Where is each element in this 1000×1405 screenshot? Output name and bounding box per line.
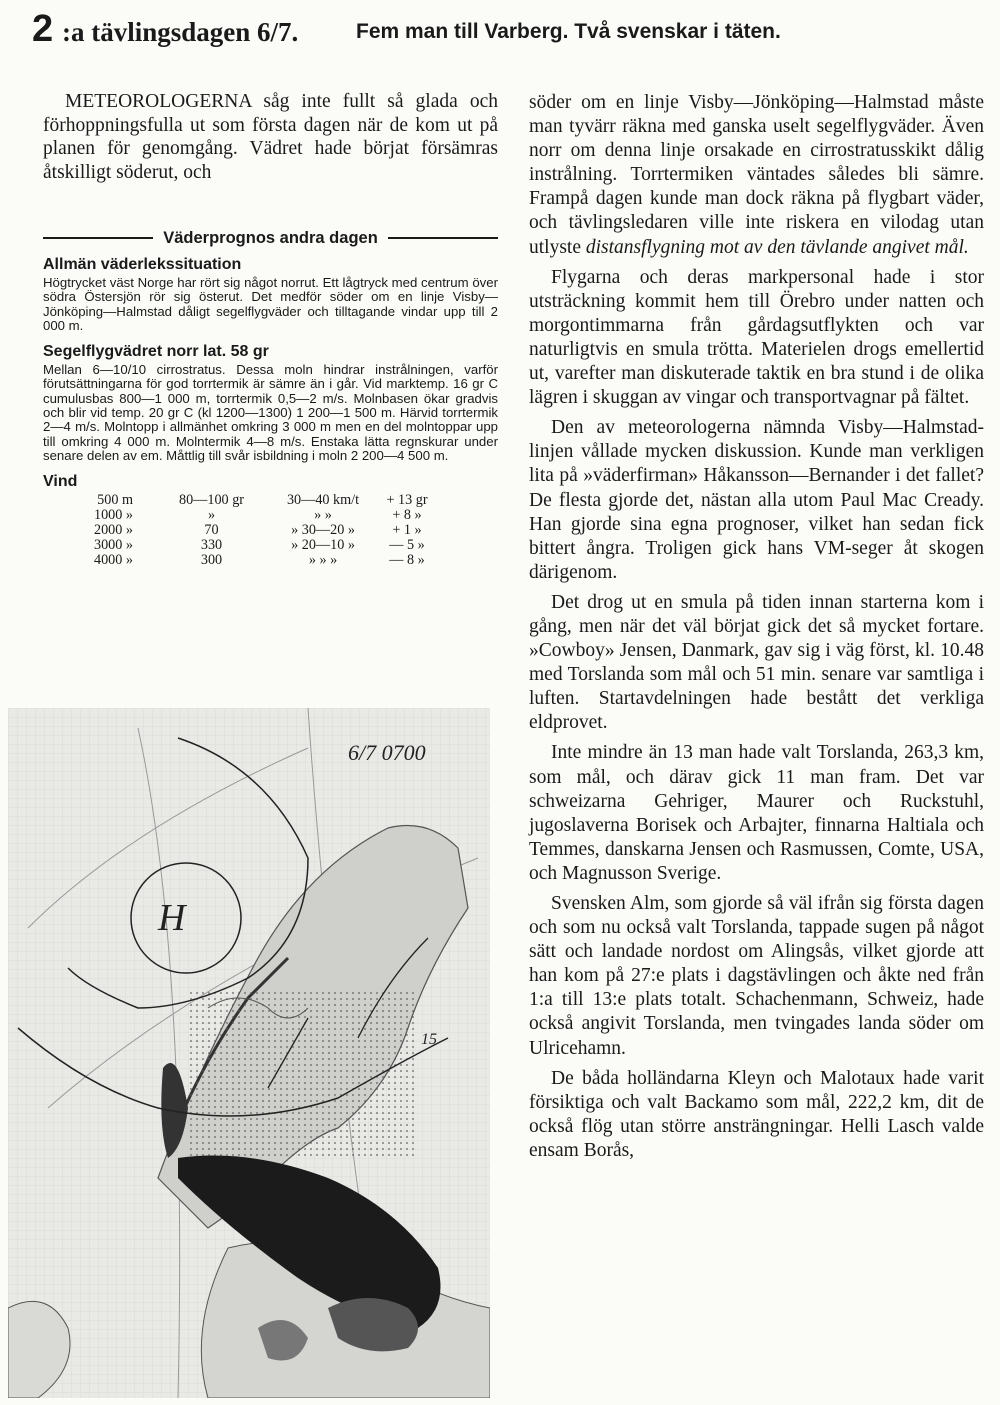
wind-row bbox=[43, 493, 442, 508]
wind-cell: + 8 » bbox=[392, 507, 422, 524]
heading-rule-left bbox=[43, 237, 153, 239]
wind-cell: 70 bbox=[204, 522, 219, 539]
isobar-label: 15 bbox=[421, 1031, 437, 1048]
intro-text: METEOROLOGERNA såg inte fullt så glada och förhoppningsfulla ut som första dagen när de kom ut på planen för genomgång. Vädret hade börjat försämras åtskilligt söderut, och bbox=[43, 91, 498, 183]
weather-map-image bbox=[8, 708, 490, 1398]
paragraph-4: Det drog ut en smula på tiden innan starterna kom i gång, men när det väl börjat gick det så mycket fortare. »Cowboy» Jensen, Danmark, gav sig i väg först, kl. 10.48 med Torslanda som mål och 51 min. senare var samtliga i luften. Startavdelningen hade bestått det verkliga eldprovet. bbox=[529, 591, 984, 734]
wind-table bbox=[43, 493, 442, 568]
wind-cell: + 1 » bbox=[392, 522, 422, 539]
paragraph-2: Flygarna och deras markpersonal hade i stor utsträckning kommit hem till Örebro under natten och morgontimmarna från gårdagsutflykten och var naturligtvis en smula trötta. Materielen drogs emellertid ut, varefter man diskuterade taktik en bra stund i de olika lägren i skuggan av vingar och transportvagnar på fältet. bbox=[529, 266, 984, 409]
wind-cell: 3000 » bbox=[93, 537, 133, 554]
wind-cell: » 30—20 » bbox=[291, 522, 355, 539]
wind-cell: » » bbox=[314, 507, 332, 524]
intro-paragraph bbox=[43, 90, 498, 184]
wind-cell: — 5 » bbox=[389, 537, 425, 554]
wind-cell: » » » bbox=[308, 552, 338, 569]
wind-row bbox=[43, 538, 442, 553]
wind-cell: 500 m bbox=[97, 492, 133, 509]
paragraph-1-text: söder om en linje Visby—Jönköping—Halmstad måste man tyvärr räkna med ganska uselt segelflygväder. Även norr om denna linje orsakade en cirrostratusskikt dålig instrålning. Torrtermiken väntades således bli sämre. Frampå dagen kunde man dock räkna på flygbart väder, och tävlingsledaren ville inte riskera en vilodag utan utlyste bbox=[529, 92, 984, 258]
paragraph-3: Den av meteorologerna nämnda Visby—Halmstad-linjen vållade mycken diskussion. Kunde man verkligen lita på »väderfirman» Håkansson—Bernander i det fallet? De flesta gjorde det, nästan alla utom Paul Mac Cready. Han gjorde sina egna prognoser, vilket han sedan fick bittert ångra. Troligen gick hans VM-seger åt skogen därigenom. bbox=[529, 417, 984, 583]
forecast-heading bbox=[43, 224, 498, 252]
wind-row bbox=[43, 553, 442, 568]
wind-cell: 1000 » bbox=[93, 507, 133, 524]
wind-cell: + 13 gr bbox=[386, 492, 428, 509]
paragraph-6: Svensken Alm, som gjorde så väl ifrån sig första dagen och som nu också valt Torslanda, tappade sugen på något sätt och landade nordost om Alingsås, vilket gjorde att han kom på 27:e plats i dagstävlingen och åkte ned från 1:a till 13:e plats totalt. Schachenmann, Schweiz, hade också angivit Torslanda, men tvingades landa söder om Ulricehamn. bbox=[529, 893, 984, 1059]
heading-rule-right bbox=[388, 237, 498, 239]
paragraph-5: Inte mindre än 13 man hade valt Torslanda, 263,3 km, som mål, och därav gick 11 man fram. Det var schweizarna Gehriger, Maurer och Ruckstuhl, jugoslaverna Borisek och Arbajter, finnarna Haltiala och Temmes, danskarna Jensen och Rasmussen, Comte, USA, och Magnusson Sverige. bbox=[529, 742, 984, 884]
wind-cell: 80—100 gr bbox=[178, 492, 245, 509]
paragraph-1-italic: distansflygning mot av den tävlande angivet mål. bbox=[585, 236, 969, 258]
wind-cell: » 20—10 » bbox=[291, 537, 355, 554]
wind-cell: 330 bbox=[200, 537, 223, 554]
wind-cell: — 8 » bbox=[389, 552, 425, 569]
wind-row bbox=[43, 523, 442, 538]
high-pressure-label: H bbox=[158, 897, 186, 939]
wind-cell: 2000 » bbox=[93, 522, 133, 539]
page-header bbox=[32, 8, 982, 54]
paragraph-7: De båda holländarna Kleyn och Malotaux hade varit försiktiga och valt Backamo som mål, 222,2 km, dit de också flög utan större ansträngningar. Helli Lasch valde ensam Borås, bbox=[529, 1067, 984, 1161]
north-heading: Segelflygvädret norr lat. 58 gr bbox=[43, 343, 269, 361]
general-text: Högtrycket väst Norge har rört sig något norrut. Ett lågtryck med centrum över södra Östersjön rör sig österut. Det medför söder om en linje Visby—Jönköping—Halmstad dåligt segelflygväder och tilltagande vindar upp till 2 000 m. bbox=[43, 275, 498, 333]
page-title: :a tävlingsdagen 6/7. bbox=[62, 17, 299, 47]
forecast-title: Väderprognos andra dagen bbox=[163, 228, 378, 247]
north-text: Mellan 6—10/10 cirrostratus. Dessa moln hindrar instrålningen, varför förutsättningarna för god torrtermik är sämre än i går. Vid marktemp. 16 gr C cumulusbas 800—1 000 m, torrtermik 0,5—2 m/s. Molnbasen ökar gradvis och blir vid temp. 20 gr C (kl 1200—1300) 1 200—1 500 m. Härvid torrtermik 2—4 m/s. Molntopp i allmänhet omkring 3 000 m men en del molntoppar upp till omkring 4 000 m. Molntermik 4—8 m/s. Enstaka lätta regnskurar under senare delen av em. Måttlig till svår isbildning i moln 2 200—4 500 m. bbox=[43, 362, 498, 463]
wind-cell: » bbox=[207, 507, 216, 524]
wind-cell: 4000 » bbox=[93, 552, 133, 569]
forecast-box bbox=[43, 224, 498, 568]
wind-cell: 300 bbox=[200, 552, 223, 569]
wind-row bbox=[43, 508, 442, 523]
general-heading: Allmän väderlekssituation bbox=[43, 256, 242, 273]
paragraph-1 bbox=[529, 91, 984, 260]
day-number: 2 bbox=[32, 8, 54, 50]
wind-cell: 30—40 km/t bbox=[286, 492, 360, 509]
weather-map bbox=[8, 708, 490, 1398]
map-annotation: 6/7 0700 bbox=[348, 740, 426, 765]
page-subtitle: Fem man till Varberg. Två svenskar i täten. bbox=[356, 20, 781, 43]
wind-heading: Vind bbox=[43, 473, 78, 491]
right-column bbox=[529, 91, 984, 1169]
